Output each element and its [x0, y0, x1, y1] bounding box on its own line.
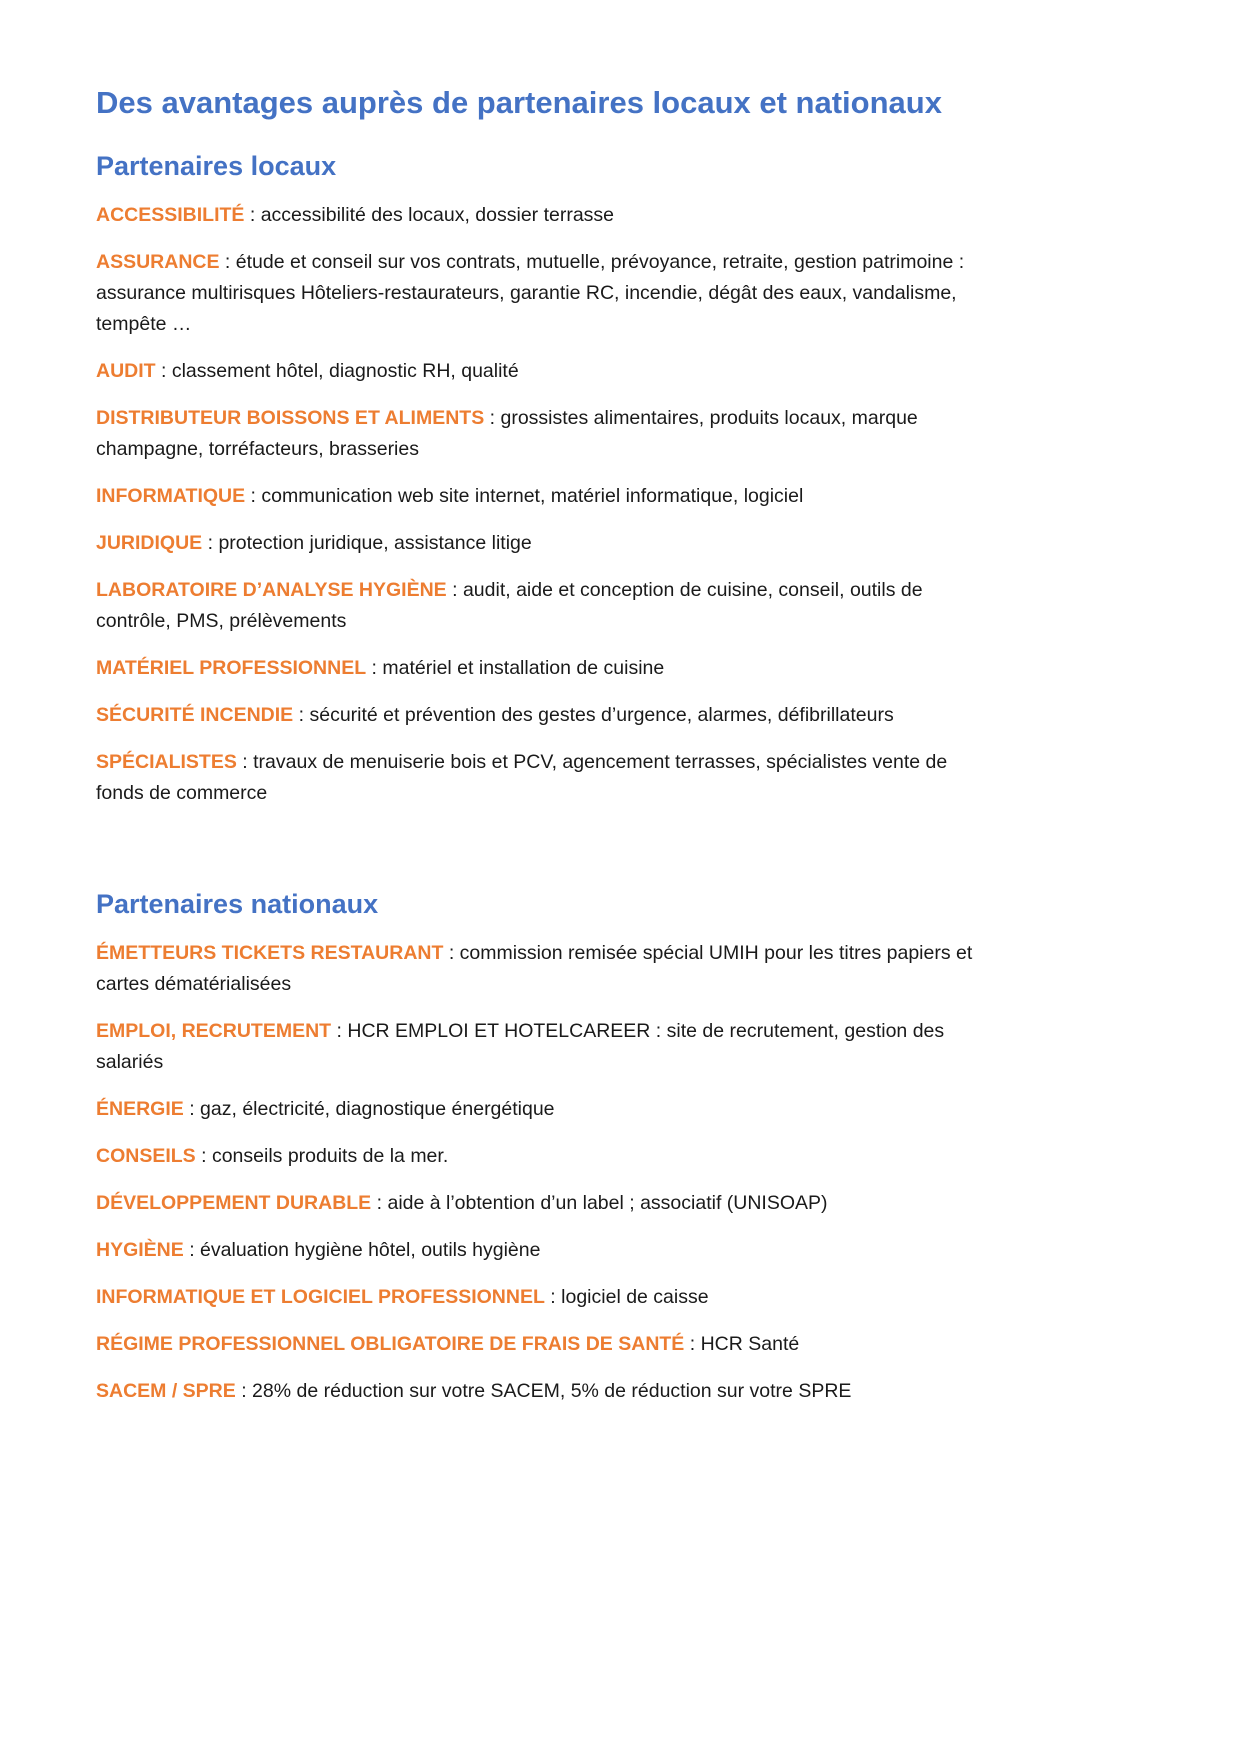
partner-description: travaux de menuiserie bois et PCV, agencement terrasses, spécialistes vente de fonds de commerce: [96, 751, 948, 804]
national-partner-entry: [96, 938, 996, 1000]
partner-category-label: ASSURANCE: [96, 251, 220, 273]
local-partners-list: [96, 200, 996, 809]
partner-description: HCR EMPLOI ET HOTELCAREER : site de recrutement, gestion des salariés: [96, 1020, 945, 1073]
national-partner-entry: [96, 1016, 996, 1078]
separator-colon: :: [371, 1192, 388, 1214]
separator-colon: :: [446, 579, 463, 601]
separator-colon: :: [195, 1145, 212, 1167]
local-partner-entry: [96, 356, 996, 387]
separator-colon: :: [544, 1286, 562, 1308]
national-partner-entry: [96, 1094, 996, 1125]
separator-colon: :: [155, 360, 172, 382]
partner-description: matériel et installation de cuisine: [382, 657, 665, 679]
partner-category-label: ACCESSIBILITÉ: [96, 204, 245, 226]
partner-category-label: EMPLOI, RECRUTEMENT: [96, 1020, 332, 1042]
partner-description: audit, aide et conception de cuisine, conseil, outils de contrôle, PMS, prélèvements: [96, 579, 923, 632]
local-partner-entry: [96, 481, 996, 512]
partner-category-label: CONSEILS: [96, 1145, 196, 1167]
partner-category-label: AUDIT: [96, 360, 156, 382]
local-partner-entry: [96, 575, 996, 637]
partner-description: conseils produits de la mer.: [211, 1145, 449, 1167]
national-partner-entry: [96, 1376, 996, 1407]
local-partner-entry: [96, 247, 996, 340]
section-title-national-partners: Partenaires nationaux: [96, 889, 379, 919]
partner-description: classement hôtel, diagnostic RH, qualité: [171, 360, 519, 382]
separator-colon: :: [202, 532, 219, 554]
partner-description: sécurité et prévention des gestes d’urgence, alarmes, défibrillateurs: [309, 704, 894, 726]
partner-description: aide à l’obtention d’un label ; associatif (UNISOAP): [387, 1192, 828, 1214]
local-partner-entry: [96, 747, 996, 809]
local-partner-entry: [96, 403, 996, 465]
separator-colon: :: [331, 1020, 348, 1042]
separator-colon: :: [235, 1380, 253, 1402]
partner-category-label: MATÉRIEL PROFESSIONNEL: [96, 657, 367, 679]
partner-category-label: DISTRIBUTEUR BOISSONS ET ALIMENTS: [96, 407, 485, 429]
partner-description: gaz, électricité, diagnostique énergétique: [200, 1098, 555, 1120]
document-page: [96, 84, 996, 1423]
partner-category-label: SPÉCIALISTES: [96, 751, 237, 773]
section-title-local-partners: Partenaires locaux: [96, 151, 337, 181]
local-partner-entry: [96, 700, 996, 731]
partner-category-label: RÉGIME PROFESSIONNEL OBLIGATOIRE DE FRAIS DE SANTÉ: [96, 1333, 685, 1355]
partner-description: évaluation hygiène hôtel, outils hygiène: [200, 1239, 541, 1261]
partner-category-label: ÉNERGIE: [96, 1098, 184, 1120]
partner-category-label: LABORATOIRE D’ANALYSE HYGIÈNE: [96, 579, 447, 601]
national-partner-entry: [96, 1282, 996, 1313]
partner-description: protection juridique, assistance litige: [218, 532, 532, 554]
partner-category-label: HYGIÈNE: [96, 1239, 184, 1261]
separator-colon: :: [236, 751, 254, 773]
partner-category-label: INFORMATIQUE ET LOGICIEL PROFESSIONNEL: [96, 1286, 545, 1308]
local-partner-entry: [96, 200, 996, 231]
partner-description: accessibilité des locaux, dossier terrasse: [260, 204, 615, 226]
partner-category-label: ÉMETTEURS TICKETS RESTAURANT: [96, 942, 444, 964]
partner-description: HCR Santé: [700, 1333, 800, 1355]
partner-description: grossistes alimentaires, produits locaux, marque champagne, torréfacteurs, brasseries: [96, 407, 918, 460]
partner-category-label: INFORMATIQUE: [96, 485, 246, 507]
partner-description: 28% de réduction sur votre SACEM, 5% de réduction sur votre SPRE: [252, 1380, 852, 1402]
national-partner-entry: [96, 1141, 996, 1172]
local-partner-entry: [96, 528, 996, 559]
partner-category-label: JURIDIQUE: [96, 532, 203, 554]
local-partner-entry: [96, 653, 996, 684]
separator-colon: :: [244, 204, 261, 226]
separator-colon: :: [443, 942, 460, 964]
partner-description: communication web site internet, matériel informatique, logiciel: [261, 485, 804, 507]
partner-category-label: DÉVELOPPEMENT DURABLE: [96, 1192, 372, 1214]
separator-colon: :: [183, 1098, 201, 1120]
partner-description: commission remisée spécial UMIH pour les titres papiers et cartes dématérialisées: [96, 942, 973, 995]
separator-colon: :: [366, 657, 383, 679]
separator-colon: :: [684, 1333, 701, 1355]
separator-colon: :: [183, 1239, 201, 1261]
partner-description: étude et conseil sur vos contrats, mutuelle, prévoyance, retraite, gestion patrimoine : assurance multirisques Hôteliers-restaurateurs, garantie RC, incendie, dégât des eaux, vandalisme, tempête …: [96, 251, 965, 335]
separator-colon: :: [245, 485, 262, 507]
separator-colon: :: [219, 251, 236, 273]
national-partner-entry: [96, 1235, 996, 1266]
separator-colon: :: [293, 704, 310, 726]
partner-description: logiciel de caisse: [561, 1286, 709, 1308]
national-partner-entry: [96, 1329, 996, 1360]
partner-category-label: SÉCURITÉ INCENDIE: [96, 704, 294, 726]
partner-category-label: SACEM / SPRE: [96, 1380, 236, 1402]
national-partners-list: [96, 938, 996, 1407]
document-title: Des avantages auprès de partenaires locaux et nationaux: [96, 85, 942, 120]
national-partner-entry: [96, 1188, 996, 1219]
separator-colon: :: [484, 407, 501, 429]
